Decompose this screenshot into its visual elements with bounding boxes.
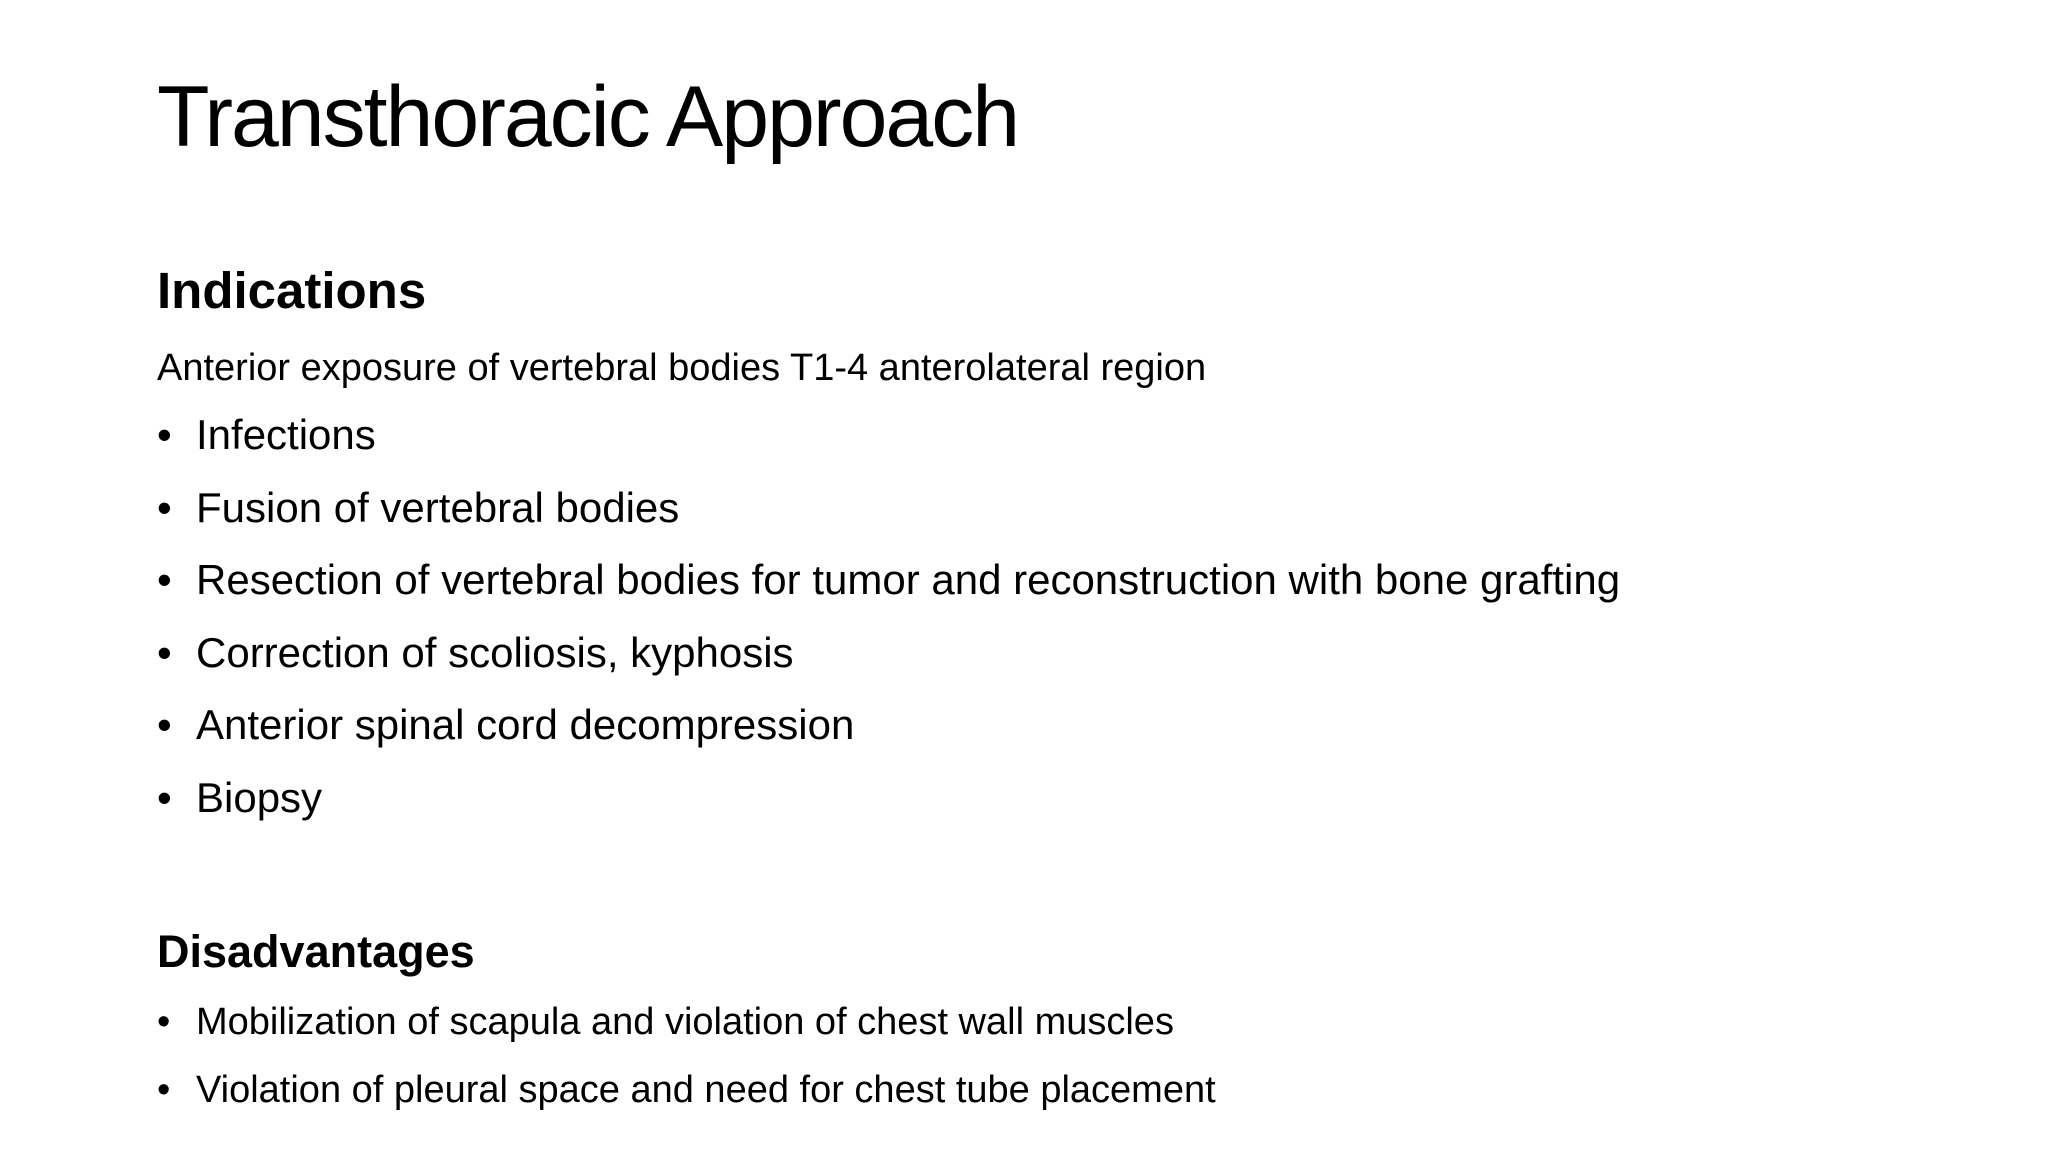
list-item	[157, 555, 1620, 628]
slide-title: Transthoracic Approach	[157, 69, 1019, 165]
list-item-text: Mobilization of scapula and violation of chest wall muscles	[196, 1001, 1174, 1043]
bullet-icon: •	[157, 411, 172, 458]
list-item	[157, 773, 1620, 846]
bullet-icon: •	[157, 773, 172, 821]
list-item-text: Infections	[196, 411, 376, 458]
list-item-text: Correction of scoliosis, kyphosis	[196, 628, 794, 676]
list-item	[157, 700, 1620, 773]
disadvantages-list	[157, 1000, 1216, 1136]
indications-list	[157, 410, 1620, 845]
bullet-icon: •	[157, 1001, 171, 1043]
indications-intro: Anterior exposure of vertebral bodies T1-4 anterolateral region	[157, 347, 1207, 389]
indications-heading: Indications	[157, 262, 427, 319]
bullet-icon: •	[157, 483, 172, 531]
list-item-text: Anterior spinal cord decompression	[196, 701, 855, 748]
bullet-icon: •	[157, 1069, 171, 1111]
list-item-text: Violation of pleural space and need for chest tube placement	[196, 1069, 1216, 1111]
disadvantages-heading: Disadvantages	[157, 926, 475, 977]
bullet-icon: •	[157, 556, 172, 603]
list-item	[157, 628, 1620, 701]
list-item-text: Biopsy	[196, 773, 323, 821]
list-item	[157, 410, 1620, 483]
list-item-text: Resection of vertebral bodies for tumor and reconstruction with bone grafting	[196, 556, 1621, 603]
bullet-icon: •	[157, 628, 172, 676]
bullet-icon: •	[157, 701, 172, 748]
list-item	[157, 1068, 1216, 1136]
list-item-text: Fusion of vertebral bodies	[196, 483, 680, 531]
list-item	[157, 483, 1620, 556]
list-item	[157, 1000, 1216, 1068]
